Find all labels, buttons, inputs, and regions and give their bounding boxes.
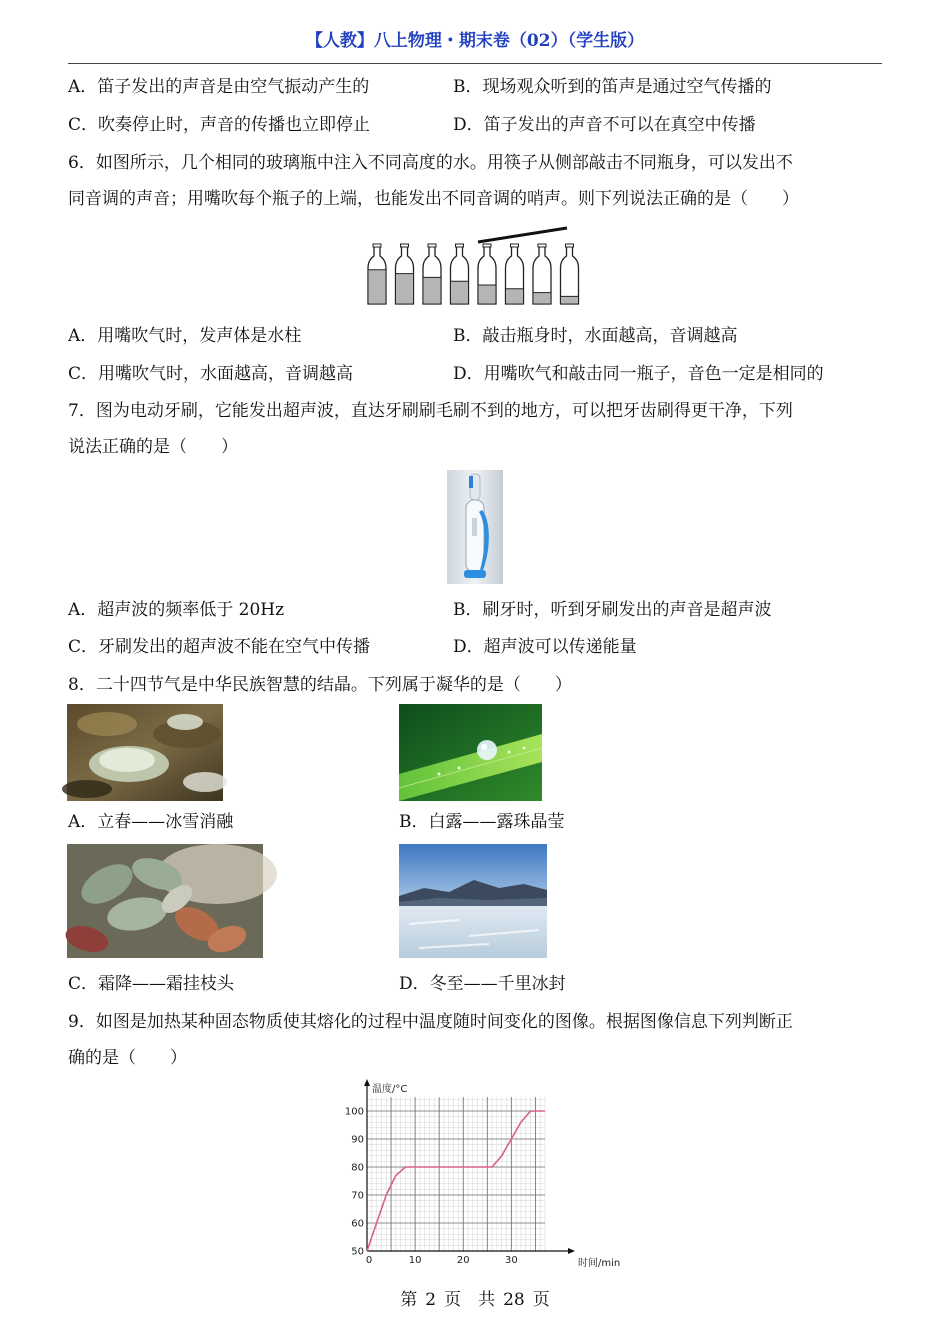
bottle-water (562, 296, 578, 303)
bottle-water (507, 289, 523, 303)
q6-option-d: D．用嘴吹气和敲击同一瓶子，音色一定是相同的 (453, 364, 824, 384)
q7-stem-line1: 7．图为电动牙刷，它能发出超声波，直达牙刷刷毛刷不到的地方，可以把牙齿刷得更干净，下列 (68, 401, 793, 421)
bottle-outline (561, 246, 579, 304)
glass-bottles-figure (360, 222, 590, 310)
bottle-water (479, 285, 495, 303)
bottle-mouth (538, 244, 546, 247)
q8-option-a: A．立春——冰雪消融 (68, 812, 234, 832)
melting-ice-stream-photo (67, 704, 223, 801)
bottle-mouth (428, 244, 436, 247)
q7-option-a: A．超声波的频率低于 20Hz (68, 600, 285, 620)
footer-suffix: 页 (532, 1290, 550, 1310)
chart-major-grid (367, 1097, 545, 1251)
q7-stem-line2: 说法正确的是（ ） (68, 437, 238, 457)
bottle-water (369, 270, 385, 303)
x-tick-label: 0 (365, 1255, 373, 1266)
q8-option-c: C．霜降——霜挂枝头 (68, 974, 235, 994)
q6-option-a: A．用嘴吹气时，发声体是水柱 (68, 326, 302, 346)
footer-mid: 页 共 (444, 1290, 496, 1310)
bottle-mouth (511, 244, 519, 247)
x-tick-label: 30 (504, 1255, 518, 1266)
glass-bottle (533, 244, 551, 304)
y-tick-label: 70 (351, 1190, 364, 1202)
q8-option-d: D．冬至——千里冰封 (399, 974, 566, 994)
bottle-mouth (456, 244, 464, 247)
bottle-water (424, 277, 440, 303)
frozen-lake-photo (399, 844, 547, 958)
footer-prefix: 第 (400, 1290, 418, 1310)
melting-curve-chart (335, 1077, 621, 1272)
glass-bottle (368, 244, 386, 304)
y-axis-label: 温度/°C (372, 1084, 408, 1095)
x-axis-arrow (568, 1248, 575, 1254)
y-axis-arrow (364, 1079, 370, 1086)
bottle-mouth (566, 244, 574, 247)
x-axis-label: 时间/min (578, 1258, 621, 1269)
page-header: 【人教】八上物理・期末卷（02）（学生版） (305, 31, 645, 51)
x-tick-label: 20 (456, 1255, 470, 1266)
q8-stem: 8．二十四节气是中华民族智慧的结晶。下列属于凝华的是（ ） (68, 675, 572, 695)
q5-option-d: D．笛子发出的声音不可以在真空中传播 (453, 115, 756, 135)
chart-minor-grid (367, 1097, 545, 1251)
footer-total-pages: 28 (503, 1290, 525, 1310)
header-rule (68, 63, 882, 64)
glass-bottle (451, 244, 469, 304)
electric-toothbrush-photo (447, 470, 503, 584)
frost-leaves-photo (67, 844, 263, 958)
page-footer (0, 1285, 950, 1310)
q5-option-c: C．吹奏停止时，声音的传播也立即停止 (68, 115, 371, 135)
glass-bottle (506, 244, 524, 304)
glass-bottle (478, 244, 496, 304)
y-tick-label: 60 (351, 1218, 364, 1230)
glass-bottle (561, 244, 579, 304)
q9-stem-line2: 确的是（ ） (68, 1048, 187, 1068)
q6-option-c: C．用嘴吹气时，水面越高，音调越高 (68, 364, 354, 384)
bottle-mouth (373, 244, 381, 247)
q5-option-a: A．笛子发出的声音是由空气振动产生的 (68, 77, 370, 97)
glass-bottle (396, 244, 414, 304)
dewdrop-leaf-photo (399, 704, 542, 801)
q9-stem-line1: 9．如图是加热某种固态物质使其熔化的过程中温度随时间变化的图像。根据图像信息下列判断正 (68, 1012, 793, 1032)
temperature-series-line (367, 1111, 545, 1251)
q7-option-c: C．牙刷发出的超声波不能在空气中传播 (68, 637, 371, 657)
bottle-mouth (483, 244, 491, 247)
bottle-mouth (401, 244, 409, 247)
chopstick (478, 228, 567, 242)
y-tick-labels (345, 1107, 364, 1258)
q5-option-b: B．现场观众听到的笛声是通过空气传播的 (453, 77, 772, 97)
q7-option-b: B．刷牙时，听到牙刷发出的声音是超声波 (453, 600, 772, 620)
q6-stem-line2: 同音调的声音；用嘴吹每个瓶子的上端，也能发出不同音调的哨声。则下列说法正确的是（ ） (68, 189, 799, 209)
y-tick-label: 50 (351, 1246, 364, 1258)
x-tick-label: 10 (408, 1255, 422, 1266)
bottles-group (368, 244, 579, 304)
q6-stem-line1: 6．如图所示，几个相同的玻璃瓶中注入不同高度的水。用筷子从侧部敲击不同瓶身，可以发出不 (68, 153, 793, 173)
glass-bottle (423, 244, 441, 304)
q8-option-b: B．白露——露珠晶莹 (399, 812, 565, 832)
bottle-water (534, 293, 550, 303)
footer-page-number: 2 (425, 1290, 437, 1310)
y-tick-label: 100 (344, 1106, 364, 1118)
x-tick-labels (366, 1255, 518, 1266)
y-tick-label: 90 (351, 1134, 364, 1146)
q7-option-d: D．超声波可以传递能量 (453, 637, 637, 657)
bottle-water (397, 274, 413, 303)
q6-option-b: B．敲击瓶身时，水面越高，音调越高 (453, 326, 738, 346)
bottle-water (452, 281, 468, 303)
y-tick-label: 80 (351, 1162, 364, 1174)
